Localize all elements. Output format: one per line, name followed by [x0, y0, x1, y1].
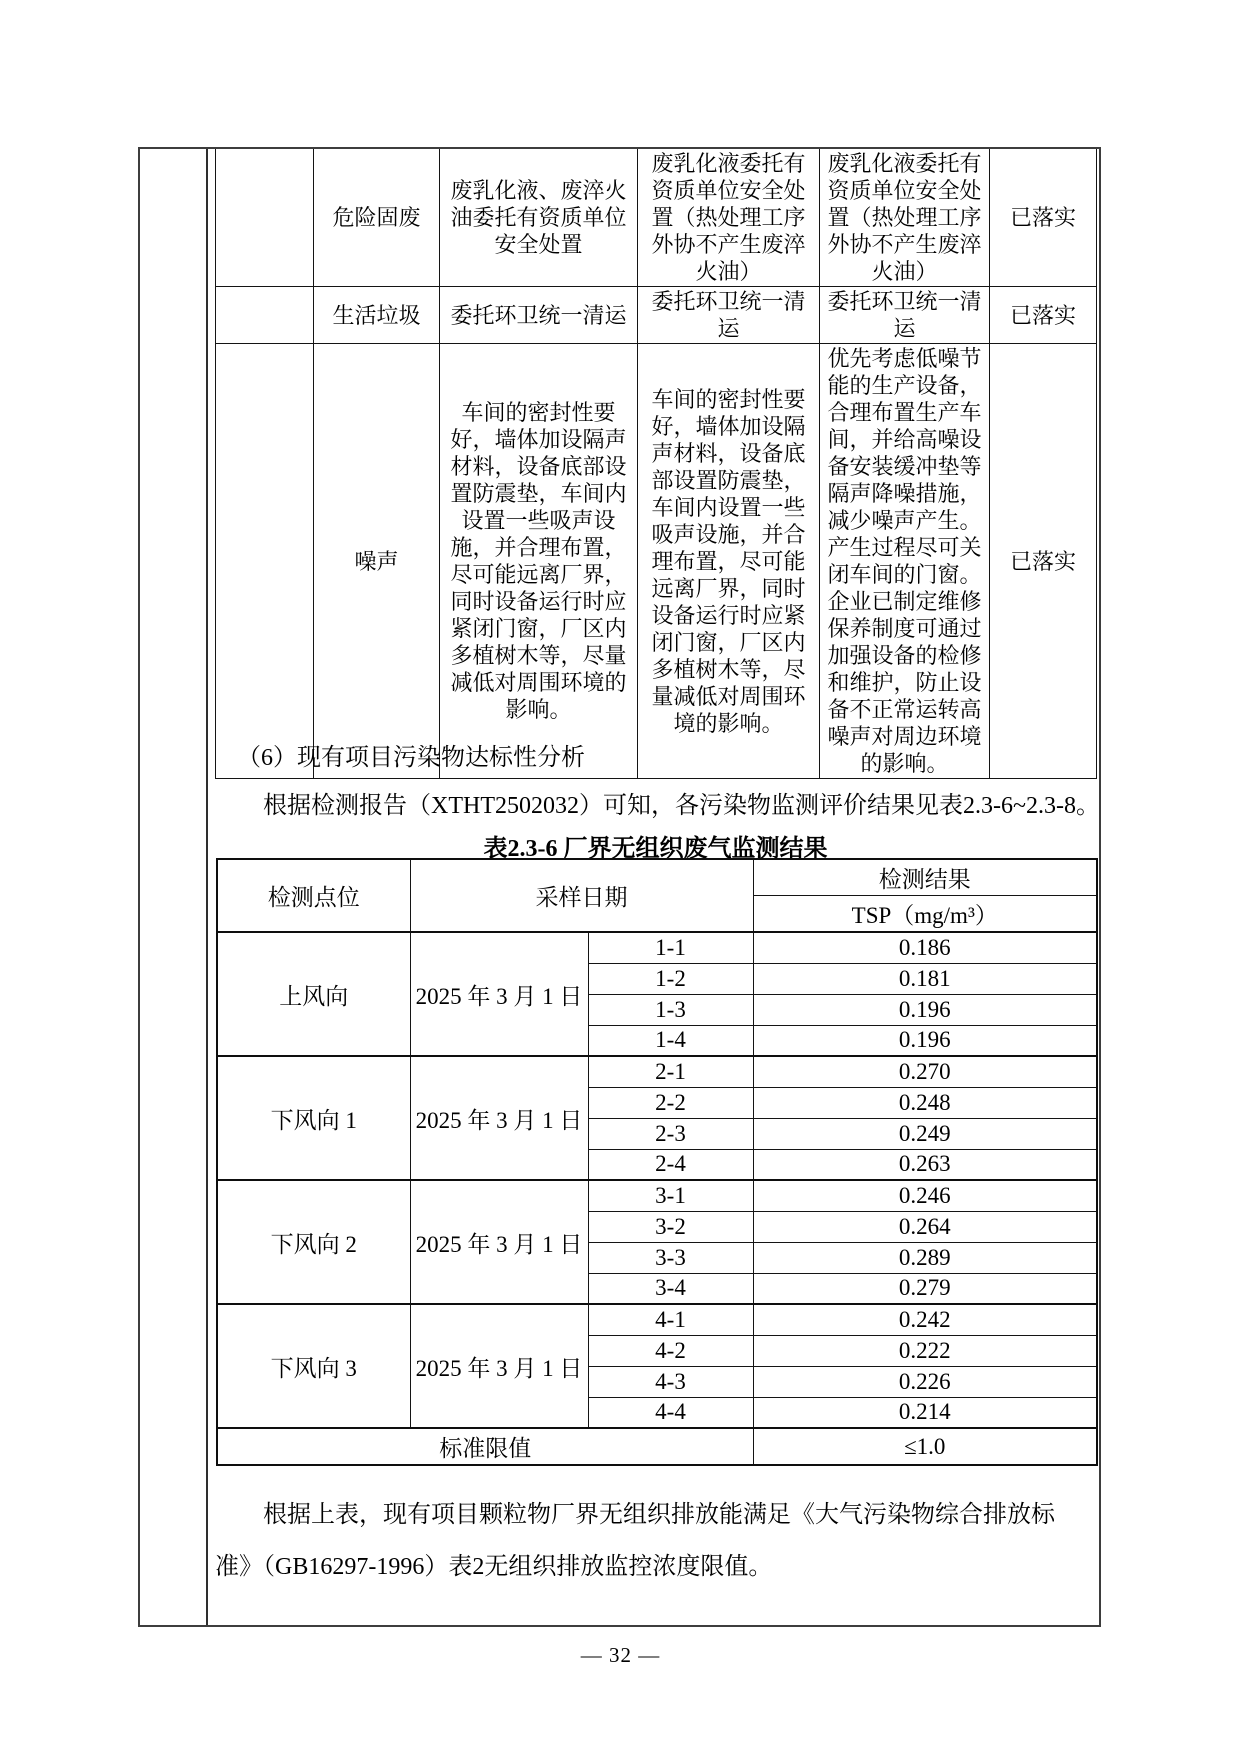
sample-id-cell: 3-3	[588, 1242, 753, 1273]
sample-id-cell: 1-2	[588, 963, 753, 994]
measure-cell: 车间的密封性要好，墙体加设隔声材料，设备底部设置防震垫，车间内设置一些吸声设施，并合理布置，尽可能远离厂界，同时设备运行时应紧闭门窗，厂区内多植树木等，尽量减低对周围环境的影响。	[440, 344, 638, 779]
sample-id-cell: 2-1	[588, 1056, 753, 1087]
tsp-value-cell: 0.196	[753, 994, 1097, 1025]
limit-value-cell: ≤1.0	[753, 1428, 1097, 1465]
header-result: 检测结果	[753, 859, 1097, 896]
section-heading: （6）现有项目污染物达标性分析	[237, 745, 585, 771]
table-row	[216, 344, 1097, 779]
sample-id-cell: 2-4	[588, 1149, 753, 1180]
conclusion-line: 准》（GB16297-1996）表2无组织排放监控浓度限值。	[215, 1554, 773, 1580]
page-number: — 32 —	[580, 1643, 661, 1667]
sample-id-cell: 1-1	[588, 932, 753, 963]
sample-id-cell: 4-3	[588, 1366, 753, 1397]
date-cell: 2025 年 3 月 1 日	[410, 1180, 588, 1304]
sample-id-cell: 1-4	[588, 1025, 753, 1056]
date-cell: 2025 年 3 月 1 日	[410, 932, 588, 1056]
measure-cell: 委托环卫统一清运	[638, 287, 820, 344]
status-cell: 已落实	[990, 149, 1097, 287]
sample-id-cell: 1-3	[588, 994, 753, 1025]
sample-id-cell: 3-4	[588, 1273, 753, 1304]
sample-id-cell: 3-2	[588, 1211, 753, 1242]
table-header-row	[217, 859, 1097, 896]
tsp-value-cell: 0.279	[753, 1273, 1097, 1304]
header-point: 检测点位	[217, 859, 410, 932]
form-frame	[138, 147, 1101, 1627]
tsp-value-cell: 0.248	[753, 1087, 1097, 1118]
sample-id-cell: 2-3	[588, 1118, 753, 1149]
tsp-value-cell: 0.181	[753, 963, 1097, 994]
form-left-column-divider	[206, 149, 208, 1625]
measure-cell: 优先考虑低噪节能的生产设备，合理布置生产车间，并给高噪设备安装缓冲垫等隔声降噪措施，减少噪声产生。产生过程尽可关闭车间的门窗。企业已制定维修保养制度可通过加强设备的检修和维护，防止设备不正常运转高噪声对周边环境的影响。	[820, 344, 990, 779]
tsp-value-cell: 0.214	[753, 1397, 1097, 1428]
point-cell: 下风向 3	[217, 1304, 410, 1428]
header-date: 采样日期	[410, 859, 753, 932]
status-cell: 已落实	[990, 344, 1097, 779]
table-row	[217, 1056, 1097, 1087]
sample-id-cell: 2-2	[588, 1087, 753, 1118]
tsp-value-cell: 0.249	[753, 1118, 1097, 1149]
measure-cell: 废乳化液委托有资质单位安全处置（热处理工序外协不产生废淬火油）	[820, 149, 990, 287]
tsp-value-cell: 0.246	[753, 1180, 1097, 1211]
tsp-value-cell: 0.263	[753, 1149, 1097, 1180]
point-cell: 下风向 1	[217, 1056, 410, 1180]
table-row	[216, 287, 1097, 344]
measure-cell: 废乳化液委托有资质单位安全处置（热处理工序外协不产生废淬火油）	[638, 149, 820, 287]
measures-table	[215, 149, 1097, 779]
category-cell: 生活垃圾	[314, 287, 440, 344]
sample-id-cell: 3-1	[588, 1180, 753, 1211]
spacer-cell	[216, 344, 314, 779]
header-result-sub: TSP（mg/m³）	[753, 896, 1097, 933]
date-cell: 2025 年 3 月 1 日	[410, 1056, 588, 1180]
category-cell: 危险固废	[314, 149, 440, 287]
table-row	[217, 932, 1097, 963]
tsp-value-cell: 0.289	[753, 1242, 1097, 1273]
table-row	[216, 149, 1097, 287]
tsp-value-cell: 0.264	[753, 1211, 1097, 1242]
date-cell: 2025 年 3 月 1 日	[410, 1304, 588, 1428]
table-row	[217, 1180, 1097, 1211]
point-cell: 下风向 2	[217, 1180, 410, 1304]
category-cell: 噪声	[314, 344, 440, 779]
tsp-value-cell: 0.186	[753, 932, 1097, 963]
tsp-value-cell: 0.242	[753, 1304, 1097, 1335]
tsp-value-cell: 0.196	[753, 1025, 1097, 1056]
status-cell: 已落实	[990, 287, 1097, 344]
tsp-value-cell: 0.222	[753, 1335, 1097, 1366]
tsp-value-cell: 0.270	[753, 1056, 1097, 1087]
intro-paragraph: 根据检测报告（XTHT2502032）可知，各污染物监测评价结果见表2.3-6~2.3-8。	[263, 793, 1100, 819]
conclusion-line: 根据上表，现有项目颗粒物厂界无组织排放能满足《大气污染物综合排放标	[263, 1502, 1055, 1528]
monitoring-table	[216, 858, 1098, 1466]
measure-cell: 车间的密封性要好，墙体加设隔声材料，设备底部设置防震垫，车间内设置一些吸声设施，并合理布置，尽可能远离厂界，同时设备运行时应紧闭门窗，厂区内多植树木等，尽量减低对周围环境的影响。	[638, 344, 820, 779]
spacer-cell	[216, 149, 314, 287]
conclusion-paragraph	[215, 1489, 1100, 1593]
monitoring-table-title: 表2.3-6 厂界无组织废气监测结果	[483, 836, 828, 862]
spacer-cell	[216, 287, 314, 344]
measure-cell: 委托环卫统一清运	[440, 287, 638, 344]
sample-id-cell: 4-4	[588, 1397, 753, 1428]
sample-id-cell: 4-1	[588, 1304, 753, 1335]
table-row	[217, 1304, 1097, 1335]
limit-label-cell: 标准限值	[217, 1428, 753, 1465]
measure-cell: 委托环卫统一清运	[820, 287, 990, 344]
measure-cell: 废乳化液、废淬火油委托有资质单位安全处置	[440, 149, 638, 287]
point-cell: 上风向	[217, 932, 410, 1056]
limit-row	[217, 1428, 1097, 1465]
sample-id-cell: 4-2	[588, 1335, 753, 1366]
tsp-value-cell: 0.226	[753, 1366, 1097, 1397]
